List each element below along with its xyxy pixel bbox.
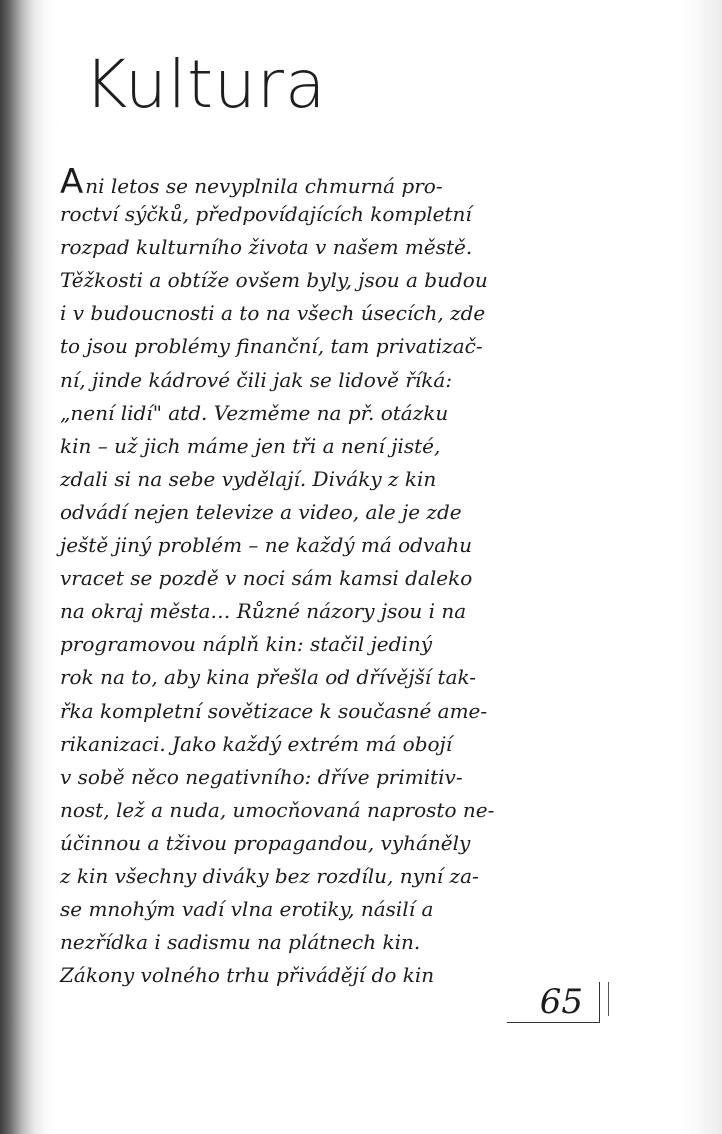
title-first-letter: K [84,46,125,123]
text-line: z kin všechny diváky bez rozdílu, nyní za- [60,863,479,888]
text-line: zdali si na sebe vydělají. Diváky z kin [60,466,437,491]
text-line: Těžkosti a obtíže ovšem byly, jsou a budou [60,268,488,293]
text-line: odvádí nejen televize a video, ale je zde [60,499,462,524]
text-line: Zákony volného trhu přivádějí do kin [60,963,435,988]
page-title [84,46,327,123]
text-line: ní, jinde kádrové čili jak se lidově říká: [60,367,453,392]
text-line: programovou náplň kin: stačil jediný [60,632,433,657]
text-line: kin – už jich máme jen tři a není jisté, [60,433,441,458]
text-line: to jsou problémy finanční, tam privatizač- [60,334,483,359]
text-line: rikanizaci. Jako každý extrém má obojí [60,731,453,756]
text-line: i v budoucnosti a to na všech úsecích, zde [60,301,486,326]
text-line: ještě jiný problém – ne každý má odvahu [60,533,472,558]
text-line: nezřídka i sadismu na plátnech kin. [60,930,421,955]
text-line: roctví sýčků, předpovídajících kompletní [60,202,472,227]
text-line: účinnou a tživou propagandou, vyháněly [60,830,471,855]
text-line: vracet se pozdě v noci sám kamsi daleko [60,566,473,591]
text-line: se mnohým vadí vlna erotiky, násilí a [60,897,434,922]
page-number-tick [608,982,610,1016]
article-body [60,162,522,992]
text-line: rok na to, aby kina přešla od dřívější tak- [60,665,477,690]
text-line: „není lidí" atd. Vezměme na př. otázku [60,400,449,425]
drop-cap: A [60,162,84,202]
text-line [60,162,522,202]
text-line: v sobě něco negativního: dříve primitiv- [60,764,463,789]
text-line: řka kompletní sovětizace k současné ame- [60,698,488,723]
text-line-content: ni letos se nevyplnila chmurná pro- [85,174,443,198]
text-line: na okraj města… Různé názory jsou i na [60,599,467,624]
text-line: rozpad kulturního života v našem městě. [60,235,473,260]
page-number-box [507,982,600,1023]
title-rest: ultura [125,46,327,123]
page-number: 65 [539,982,583,1022]
text-line: nost, lež a nuda, umocňovaná naprosto ne- [60,797,495,822]
